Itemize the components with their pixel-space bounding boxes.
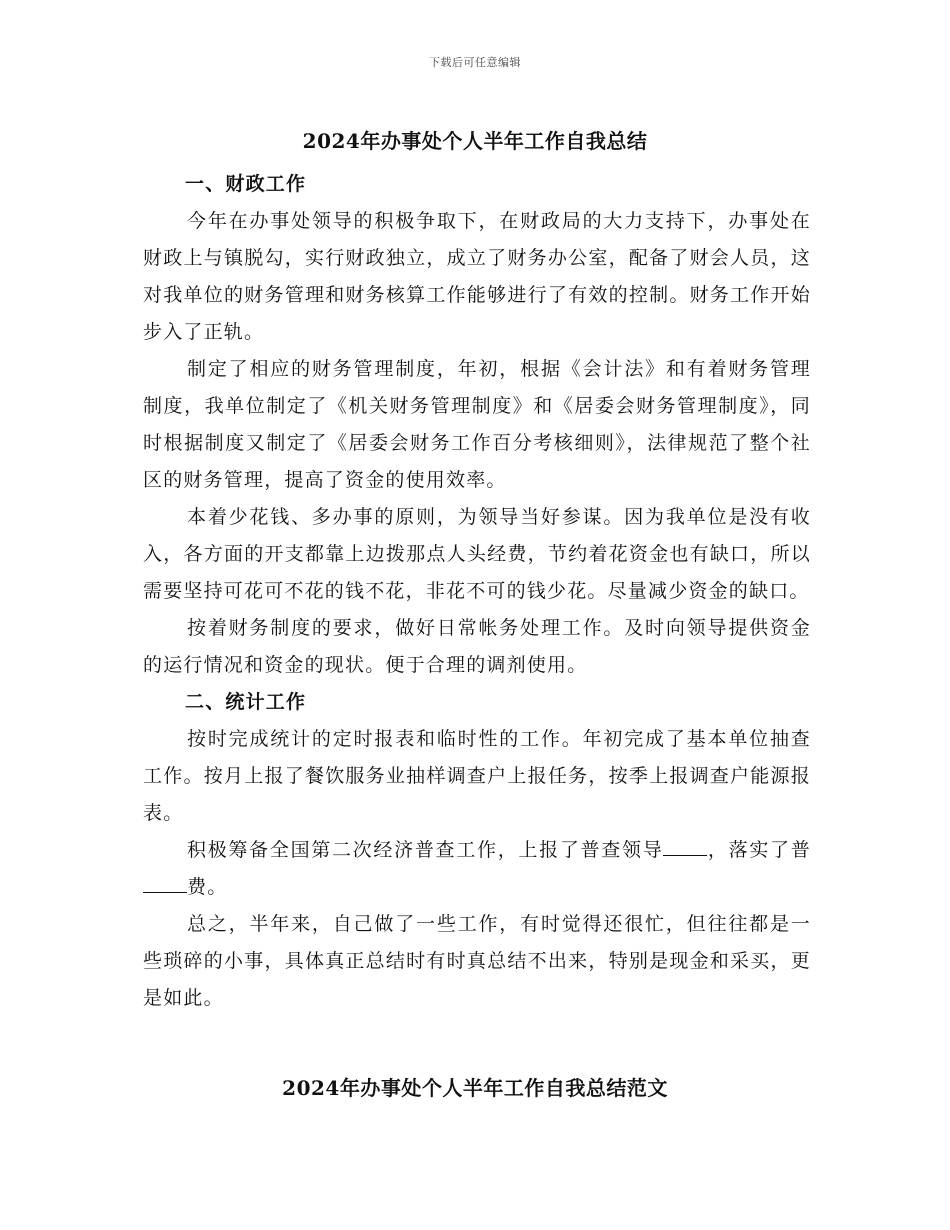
paragraph: 按着财务制度的要求，做好日常帐务处理工作。及时向领导提供资金的运行情况和资金的现状。便于合理的调剂使用。 <box>143 617 811 676</box>
paragraph: 制定了相应的财务管理制度，年初，根据《会计法》和有着财务管理制度，我单位制定了《机关财务管理制度》和《居委会财务管理制度》，同时根据制度又制定了《居委会财务工作百分考核细则》，法律规范了整个社区的财务管理，提高了资金的使用效率。 <box>143 358 811 491</box>
census-text-part2: ，落实了普 <box>707 839 811 861</box>
paragraph: 今年在办事处领导的积极争取下，在财政局的大力支持下，办事处在财政上与镇脱勾，实行财政独立，成立了财务办公室，配备了财会人员，这对我单位的财务管理和财务核算工作能够进行了有效的控制。财务工作开始步入了正轨。 <box>143 210 811 343</box>
blank-underline <box>663 835 707 856</box>
census-paragraph <box>143 832 811 906</box>
header-note: 下载后可任意编辑 <box>429 56 521 69</box>
census-text-part3: 费。 <box>187 876 228 898</box>
closing-paragraph: 总之，半年来，自己做了一些工作，有时觉得还很忙，但往往都是一些琐碎的小事，具体真正总结时有时真总结不出来，特别是现金和采买，更是如此。 <box>143 913 811 1009</box>
second-document-title: 2024年办事处个人半年工作自我总结范文 <box>282 1076 668 1100</box>
paragraph: 按时完成统计的定时报表和临时性的工作。年初完成了基本单位抽查工作。按月上报了餐饮服务业抽样调查户上报任务，按季上报调查户能源报表。 <box>143 728 811 824</box>
paragraph: 本着少花钱、多办事的原则，为领导当好参谋。因为我单位是没有收入，各方面的开支都靠上边拨那点人头经费，节约着花资金也有缺口，所以需要坚持可花可不花的钱不花，非花不可的钱少花。尽量减少资金的缺口。 <box>143 506 811 602</box>
document-body <box>143 166 811 1017</box>
document-title: 2024年办事处个人半年工作自我总结 <box>302 129 648 153</box>
section-heading-statistics: 二、统计工作 <box>185 691 307 713</box>
blank-underline <box>143 872 187 893</box>
census-text-part1: 积极筹备全国第二次经济普查工作，上报了普查领导 <box>187 839 664 861</box>
section-heading-finance: 一、财政工作 <box>185 173 307 195</box>
